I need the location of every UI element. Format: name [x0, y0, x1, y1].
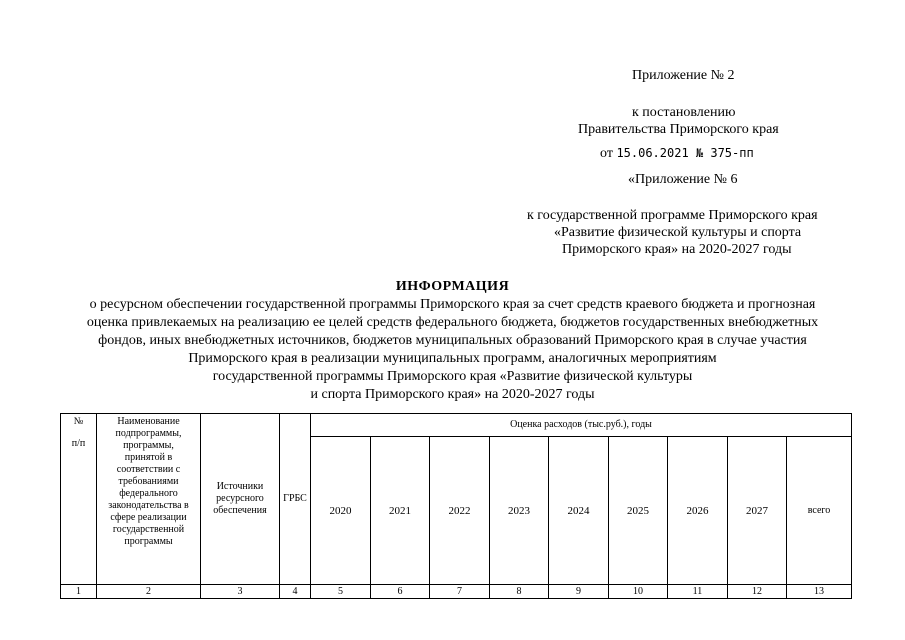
sources-line: Источники — [216, 481, 264, 492]
column-index-row — [61, 585, 852, 599]
table-header-row-1 — [61, 414, 852, 437]
title-line-1: о ресурсном обеспечении государственной программы Приморского края за счет средств краевого бюджета и прогнозная — [89, 297, 816, 312]
year-2025: 2025 — [609, 437, 668, 585]
year-2022: 2022 — [430, 437, 490, 585]
government-label: Правительства Приморского края — [578, 122, 779, 137]
col-number-symbol: № — [73, 416, 84, 427]
name-line: федерального — [119, 488, 178, 499]
index-cell: 13 — [787, 585, 852, 599]
col-number-pp: п/п — [71, 438, 86, 449]
year-2020: 2020 — [311, 437, 371, 585]
year-total: всего — [787, 437, 852, 585]
name-line: сфере реализации — [110, 512, 187, 523]
index-cell: 10 — [609, 585, 668, 599]
index-cell: 6 — [371, 585, 430, 599]
col-header-estimate: Оценка расходов (тыс.руб.), годы — [311, 414, 852, 437]
year-2026: 2026 — [668, 437, 728, 585]
col-header-number — [61, 414, 97, 585]
index-cell: 8 — [490, 585, 549, 599]
program-line-2: «Развитие физической культуры и спорта — [554, 225, 802, 240]
title-line-3: фондов, иных внебюджетных источников, бюджетов муниципальных образований Приморского края в случае участия — [98, 333, 807, 348]
sources-line: ресурсного — [216, 493, 264, 504]
program-line-3: Приморского края» на 2020-2027 годы — [562, 242, 792, 257]
index-cell: 1 — [61, 585, 97, 599]
document-title: ИНФОРМАЦИЯ — [395, 279, 510, 294]
name-line: программы, — [123, 440, 174, 451]
appendix-label: Приложение № 2 — [632, 68, 735, 83]
year-2023: 2023 — [490, 437, 549, 585]
name-line: требованиями — [118, 476, 179, 487]
index-cell: 9 — [549, 585, 609, 599]
program-line-1: к государственной программе Приморского края — [527, 208, 818, 223]
col-header-grbs: ГРБС — [280, 414, 311, 585]
year-2027: 2027 — [728, 437, 787, 585]
index-cell: 2 — [97, 585, 201, 599]
name-line: соответствии с — [116, 464, 181, 475]
name-line: принятой в — [124, 452, 173, 463]
year-2024: 2024 — [549, 437, 609, 585]
name-line: программы — [124, 536, 173, 547]
name-line: Наименование — [117, 416, 180, 427]
title-line-6: и спорта Приморского края» на 2020-2027 годы — [310, 387, 595, 402]
date-prefix: от — [600, 146, 613, 161]
to-resolution-label: к постановлению — [632, 105, 736, 120]
appendix-6-label: «Приложение № 6 — [628, 172, 738, 187]
index-cell: 7 — [430, 585, 490, 599]
name-line: подпрограммы, — [115, 428, 182, 439]
name-line: законодательства в — [108, 500, 189, 511]
date-number: 15.06.2021 № 375-пп — [616, 146, 754, 160]
index-cell: 3 — [201, 585, 280, 599]
title-line-5: государственной программы Приморского края «Развитие физической культуры — [212, 369, 693, 384]
title-line-4: Приморского края в реализации муниципальных программ, аналогичных мероприятиям — [188, 351, 717, 366]
index-cell: 4 — [280, 585, 311, 599]
title-line-2: оценка привлекаемых на реализацию ее целей средств федерального бюджета, бюджетов государственных внебюджетных — [86, 315, 819, 330]
index-cell: 12 — [728, 585, 787, 599]
index-cell: 5 — [311, 585, 371, 599]
col-header-sources — [201, 414, 280, 585]
index-cell: 11 — [668, 585, 728, 599]
sources-line: обеспечения — [213, 505, 267, 516]
year-2021: 2021 — [371, 437, 430, 585]
resolution-date — [600, 145, 754, 162]
resource-table — [60, 413, 852, 599]
col-header-name — [97, 414, 201, 585]
name-line: государственной — [112, 524, 185, 535]
